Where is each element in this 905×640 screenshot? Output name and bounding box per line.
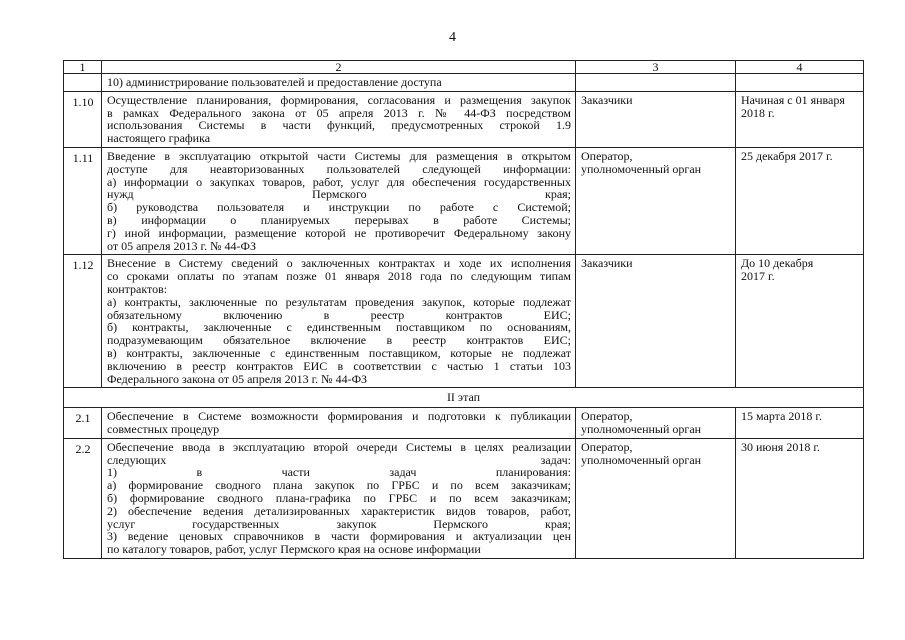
executor-line: Оператор, [581, 409, 633, 424]
description-line: а) формирование сводного плана закупок по ГРБС и по всем заказчикам; [107, 478, 571, 493]
row-number: 1.11 [64, 147, 102, 254]
column-number-4: 4 [736, 61, 864, 74]
description-line: а) информации о закупках товаров, работ, услуг для обеспечения государственных [107, 174, 571, 189]
row-number: 2.1 [64, 408, 102, 439]
description-line: по каталогу товаров, работ, услуг Пермского края на основе информации [107, 542, 481, 557]
description-line: доступе для неавторизованных пользователей следующей информации: [107, 161, 571, 176]
deadline-cell [736, 91, 864, 147]
description-line: Обеспечение ввода в эксплуатацию второй очереди Системы в целях реализации [107, 439, 571, 454]
description-line: включению в реестр контрактов ЕИС в соответствии с частью 1 статьи 103 [107, 358, 571, 373]
section-title: 10) администрирование пользователей и предоставление доступа [102, 74, 576, 92]
deadline-line: 2017 г. [741, 269, 775, 284]
task-description [102, 408, 576, 439]
column-number-1: 1 [64, 61, 102, 74]
description-line: следующих задач: [107, 452, 571, 467]
executor-line: Заказчики [581, 92, 633, 107]
executor-cell [576, 255, 736, 388]
description-line: а) контракты, заключенные по результатам проведения закупок, которые подлежат [107, 294, 571, 309]
description-line: совместных процедур [107, 421, 220, 436]
executor-cell [576, 91, 736, 147]
description-line: 1) в части задач планирования: [107, 465, 571, 480]
deadline-cell [736, 408, 864, 439]
description-line: Осуществление планирования, формирования, согласования и размещения закупок [107, 92, 571, 107]
description-line: от 05 апреля 2013 г. № 44-ФЗ [107, 238, 257, 253]
task-description [102, 255, 576, 388]
row-number: 1.10 [64, 91, 102, 147]
deadline-cell [736, 438, 864, 558]
executor-cell [576, 438, 736, 558]
column-number-3: 3 [576, 61, 736, 74]
description-line: Введение в эксплуатацию открытой части Системы для размещения в открытом [107, 148, 571, 163]
description-line: использования Системы в части функций, предусмотренных строкой 1.9 [107, 118, 571, 133]
executor-line: уполномоченный орган [581, 452, 702, 467]
deadline-cell [736, 147, 864, 254]
executor-cell [576, 147, 736, 254]
description-line: подразумевающим обязательное включение в реестр контрактов ЕИС; [107, 333, 571, 348]
deadline-line: 25 декабря 2017 г. [741, 148, 833, 163]
executor-line: уполномоченный орган [581, 161, 702, 176]
schedule-table [63, 60, 864, 559]
page-number: 4 [449, 30, 456, 45]
executor-line: Заказчики [581, 256, 633, 271]
description-line: б) формирование сводного плана-графика по ГРБС и по всем заказчикам; [107, 490, 571, 505]
deadline-cell [736, 255, 864, 388]
deadline-line: 2018 г. [741, 105, 775, 120]
description-line: 2) обеспечение ведения детализированных характеристик видов товаров, работ, [107, 503, 571, 518]
deadline-line: 30 июня 2018 г. [741, 439, 820, 454]
column-number-2: 2 [102, 61, 576, 74]
table-row [64, 408, 864, 439]
executor-line: Оператор, [581, 148, 633, 163]
table-row [64, 91, 864, 147]
row-number: 1.12 [64, 255, 102, 388]
section-title-row [64, 74, 864, 92]
description-line: в рамках Федерального закона от 05 апреля 2013 г. № 44-ФЗ посредством [107, 105, 571, 120]
description-line: настоящего графика [107, 131, 211, 146]
task-description [102, 147, 576, 254]
description-line: Обеспечение в Системе возможности формирования и подготовки к публикации [107, 409, 571, 424]
executor-line: Оператор, [581, 439, 633, 454]
row-number: 2.2 [64, 438, 102, 558]
description-line: в) контракты, заключенные с единственным поставщиком, которые не подлежат [107, 345, 571, 360]
table-row [64, 255, 864, 388]
task-description [102, 91, 576, 147]
stage-title: II этап [64, 388, 864, 408]
executor-line: уполномоченный орган [581, 421, 702, 436]
description-line: нужд Пермского края; [107, 187, 571, 202]
description-line: Федерального закона от 05 апреля 2013 г. № 44-ФЗ [107, 371, 368, 386]
deadline-line: 15 марта 2018 г. [741, 409, 822, 424]
description-line: в) информации о планируемых перерывах в работе Системы; [107, 212, 571, 227]
executor-cell [576, 408, 736, 439]
description-line: б) контракты, заключенные с единственным поставщиком по основаниям, [107, 320, 571, 335]
description-line: со сроками оплаты по этапам позже 01 января 2018 года по следующим типам [107, 269, 571, 284]
table-row [64, 147, 864, 254]
description-line: б) руководства пользователя и инструкции по работе с Системой; [107, 200, 571, 215]
column-number-row [64, 61, 864, 74]
deadline-line: До 10 декабря [741, 256, 814, 271]
stage-row [64, 388, 864, 408]
description-line: обязательному включению в реестр контрактов ЕИС; [107, 307, 571, 322]
task-description [102, 438, 576, 558]
description-line: контрактов: [107, 281, 168, 296]
table-row [64, 438, 864, 558]
description-line: 3) ведение ценовых справочников в части формирования и актуализации цен [107, 529, 571, 544]
description-line: услуг государственных закупок Пермского края; [107, 516, 571, 531]
deadline-line: Начиная с 01 января [741, 92, 845, 107]
description-line: г) иной информации, размещение которой не противоречит Федеральному закону [107, 225, 571, 240]
description-line: Внесение в Систему сведений о заключенных контрактах и ходе их исполнения [107, 256, 571, 271]
